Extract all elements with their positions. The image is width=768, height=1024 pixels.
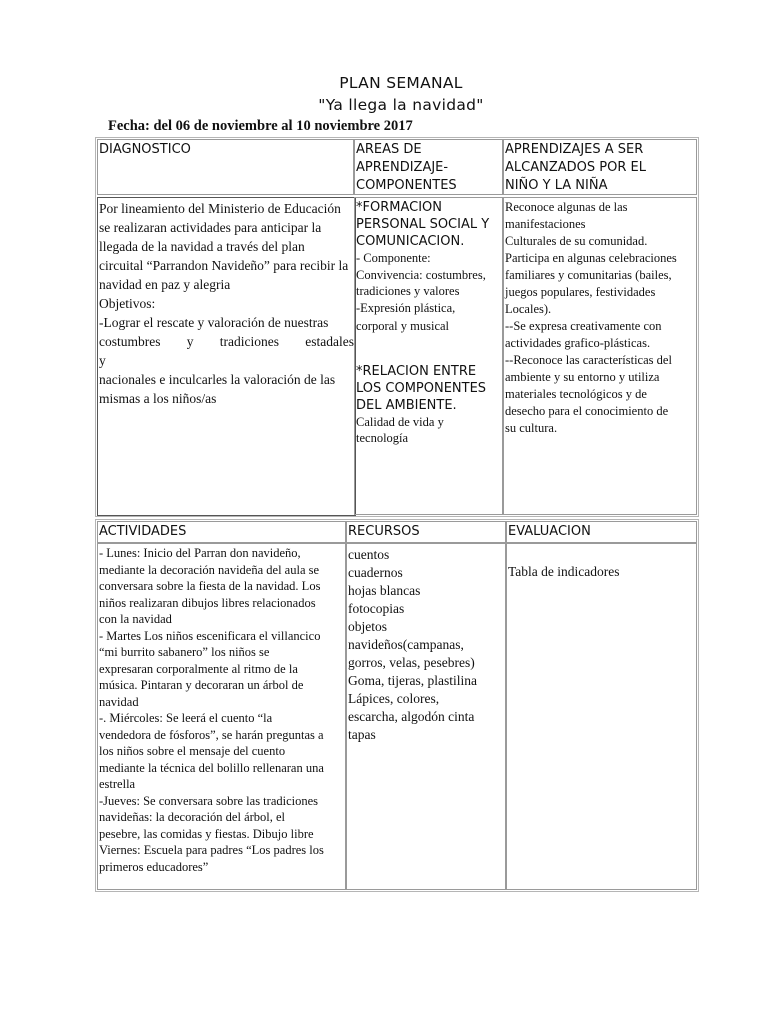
area-relacion-ambiente: *RELACION ENTRE LOS COMPONENTES DEL AMBIENTE. [356,363,487,413]
area-formacion-personal: *FORMACION PERSONAL SOCIAL Y COMUNICACION. [356,200,490,249]
areas-body [354,197,503,515]
header-aprendizajes [503,139,697,195]
area-componentes-list: - Componente: Convivencia: costumbres, tradiciones y valores -Expresión plástica, corporal y musical [356,251,486,333]
header-evaluacion [506,521,697,543]
header-recursos-label: RECURSOS [348,524,420,539]
evaluacion-text: Tabla de indicadores [508,564,620,579]
header-recursos [346,521,506,543]
actividades-body: - Lunes: Inicio del Parran don navideño, mediante la decoración navideña del aula se conversara sobre la fiesta de la navidad. Los niños realizaran dibujos libres relacionados con la navidad - Martes Los niños escenificara el villancico “mi burrito sabanero” los niños se expresaran corporalmente al ritmo de la música. Pintaran y decoraran un árbol de navidad -. Miércoles: Se leerá el cuento “la vendedora de fósforos”, se harán preguntas a los niños sobre el mensaje del cuento mediante la técnica del bolillo rellenaran una estrella -Jueves: Se conversara sobre las tradiciones navideñas: la decoración del árbol, el pesebre, las comidas y fiestas. Dibujo libre Viernes: Escuela para padres “Los padres los primeros educadores” [97,543,346,890]
header-aprendizajes-label: APRENDIZAJES A SER ALCANZADOS POR EL NIÑO Y LA NIÑA [505,142,646,193]
date-line: Fecha: del 06 de noviembre al 10 noviembre 2017 [108,118,413,134]
diagnostico-body: Por lineamiento del Ministerio de Educación se realizaran actividades para anticipar la llegada de la navidad a través del plan circuital “Parrandon Navideño” para recibir la navidad en paz y alegria Objetivos: -Lograr el rescate y valoración de nuestras costumbres y tradiciones estadales y nacionales e inculcarles la valoración de las mismas a los niños/as [97,197,356,516]
evaluacion-body [506,543,697,890]
header-evaluacion-label: EVALUACION [508,524,591,539]
header-diagnostico [97,139,354,195]
header-actividades-label: ACTIVIDADES [99,524,187,539]
header-diagnostico-label: DIAGNOSTICO [99,142,191,157]
recursos-body: cuentos cuadernos hojas blancas fotocopias objetos navideños(campanas, gorros, velas, pesebres) Goma, tijeras, plastilina Lápices, colores, escarcha, algodón cinta tapas [346,543,506,890]
area-calidad-vida: Calidad de vida y tecnología [356,414,444,445]
header-areas-label: AREAS DE APRENDIZAJE- COMPONENTES [356,142,457,193]
page-subtitle: "Ya llega la navidad" [318,96,484,114]
header-areas [354,139,503,195]
page-title: PLAN SEMANAL [339,74,463,92]
header-actividades [97,521,346,543]
aprendizajes-body: Reconoce algunas de las manifestaciones Culturales de su comunidad. Participa en algunas celebraciones familiares y comunitarias (bailes, juegos populares, festividades Locales). --Se expresa creativamente con actividades grafico-plásticas. --Reconoce las características del ambiente y su entorno y utiliza materiales tecnológicos y de desecho para el conocimiento de su cultura. [503,197,697,515]
